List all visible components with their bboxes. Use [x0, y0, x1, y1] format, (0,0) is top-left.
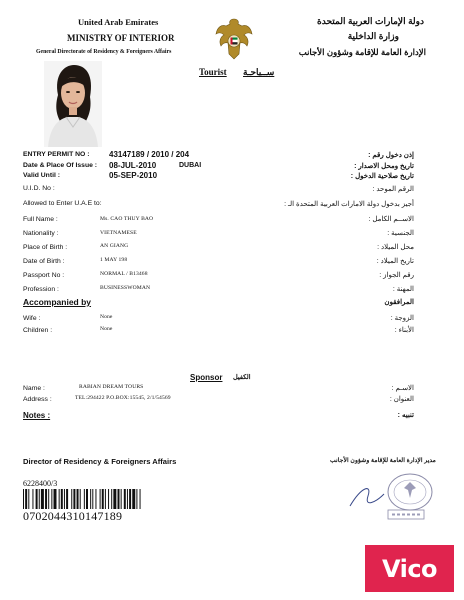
passport-no-label: Passport No :	[23, 272, 65, 279]
directorate-name-en: General Directorate of Residency & Foreigners Affairs	[36, 49, 172, 55]
directorate-name-ar: الإدارة العامة للإقامة وشؤون الأجانب	[298, 47, 426, 57]
entry-permit-label-ar: إذن دخول رقم :	[368, 152, 414, 159]
place-of-birth-label: Place of Birth :	[23, 244, 68, 251]
country-name-ar: دولة الإمارات العربية المتحدة	[317, 16, 424, 26]
full-name-label: Full Name :	[23, 216, 58, 223]
date-place-issue-label-ar: تاريخ ومحل الاصدار :	[354, 163, 414, 170]
sponsor-title-ar: الكفيل	[233, 374, 251, 381]
entry-permit-value: 43147189 / 2010 / 204	[109, 150, 190, 159]
full-name-label-ar: الاســم الكامل :	[368, 216, 414, 223]
place-of-birth-label-ar: محل الميلاد :	[377, 244, 414, 251]
sponsor-name-label: Name :	[23, 385, 45, 392]
country-name-en: United Arab Emirates	[78, 17, 159, 27]
uae-falcon-emblem-icon	[213, 16, 255, 62]
place-issue-value: DUBAI	[179, 162, 202, 169]
wife-value: None	[100, 314, 113, 320]
entry-permit-label: ENTRY PERMIT NO :	[23, 151, 90, 158]
barcode	[23, 489, 186, 509]
allowed-to-enter-label: Allowed to Enter U.A.E to:	[23, 200, 102, 207]
wife-label-ar: الزوجة :	[390, 315, 414, 322]
children-label-ar: الأبناء :	[394, 327, 414, 334]
passport-no-label-ar: رقم الجواز :	[379, 272, 414, 279]
date-place-issue-label: Date & Place Of Issue :	[23, 162, 98, 169]
uid-label: U.I.D. No :	[23, 185, 55, 192]
official-seal-icon	[342, 466, 438, 524]
vico-logo: Vico	[365, 545, 454, 592]
date-of-birth-label: Date of Birth :	[23, 258, 65, 265]
profession-label-ar: المهنة :	[392, 286, 414, 293]
sponsor-name-value: RABIAN DREAM TOURS	[79, 384, 144, 390]
ministry-name-ar: وزارة الداخلية	[347, 31, 399, 41]
date-of-birth-label-ar: تاريخ الميلاد :	[376, 258, 414, 265]
director-title-ar: مدير الإدارة العامة للإقامة وشؤون الأجانب	[329, 457, 436, 464]
date-issue-value: 08-JUL-2010	[109, 161, 157, 170]
visa-type-ar: ســياحـة	[243, 67, 275, 77]
accompanied-by-title: Accompanied by	[23, 297, 92, 307]
passport-no-value: NORMAL / B13468	[100, 271, 148, 277]
sponsor-address-value: TEL:294422 P.O.BOX:15545, 2/1/54569	[75, 395, 171, 401]
applicant-photo	[44, 61, 102, 147]
notes-label: Notes :	[23, 411, 51, 420]
ministry-name-en: MINISTRY OF INTERIOR	[67, 33, 175, 43]
children-value: None	[100, 326, 113, 332]
profession-value: BUSINESSWOMAN	[100, 285, 151, 291]
sponsor-name-label-ar: الاسـم :	[391, 385, 414, 392]
valid-until-label: Valid Until :	[23, 172, 61, 179]
nationality-label: Nationality :	[23, 230, 59, 237]
place-of-birth-value: AN GIANG	[100, 243, 129, 249]
allowed-to-enter-label-ar: أجيز بدخول دولة الامارات العربية المتحدة الـ :	[284, 201, 414, 208]
profession-label: Profession :	[23, 286, 59, 293]
notes-label-ar: تنبيه :	[397, 412, 414, 419]
accompanied-by-title-ar: المرافقون	[384, 299, 414, 306]
nationality-label-ar: الجنسية :	[387, 230, 414, 237]
date-of-birth-value: 1 MAY 198	[100, 257, 128, 263]
sponsor-address-label: Address :	[23, 396, 52, 403]
nationality-value: VIETNAMESE	[100, 230, 137, 236]
reference-number: 6228400/3	[23, 479, 58, 488]
wife-label: Wife :	[23, 315, 41, 322]
valid-until-label-ar: تاريخ صلاحية الدخول :	[350, 173, 414, 180]
uid-label-ar: الرقم الموحد :	[372, 186, 414, 193]
sponsor-address-label-ar: العنوان :	[389, 396, 414, 403]
sponsor-title: Sponsor	[190, 373, 223, 382]
director-title-en: Director of Residency & Foreigners Affairs	[23, 457, 177, 466]
full-name-value: Ms. CAO THUY BAO	[100, 216, 154, 222]
children-label: Children :	[23, 327, 53, 334]
valid-until-value: 05-SEP-2010	[109, 171, 158, 180]
visa-type-en: Tourist	[199, 67, 227, 77]
barcode-number: 0702044310147189	[23, 509, 123, 523]
